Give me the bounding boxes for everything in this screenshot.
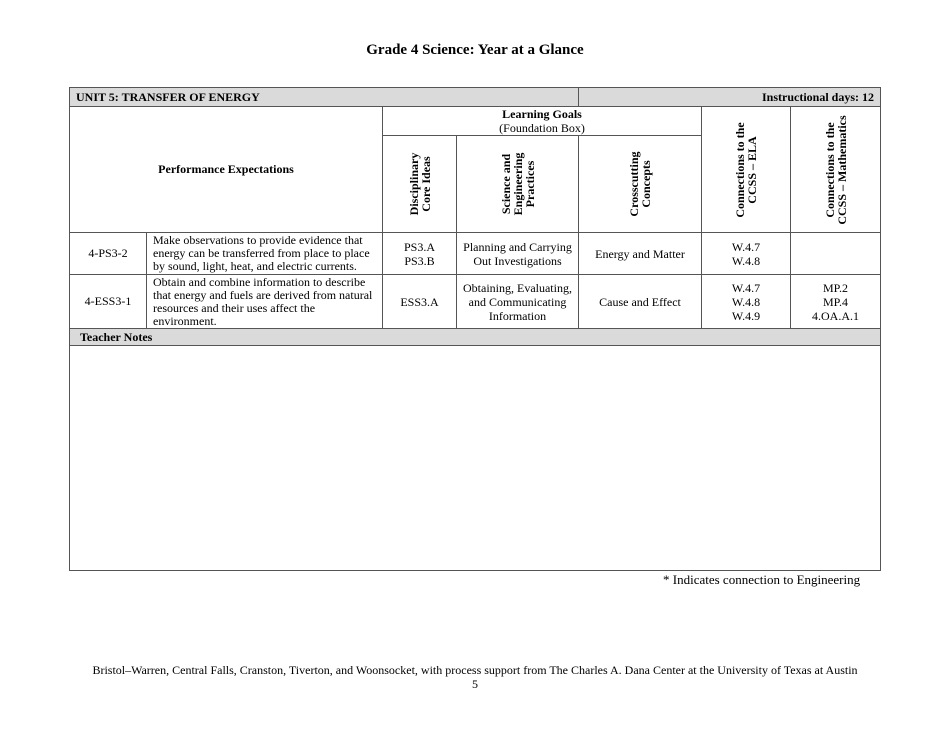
- page-number: 5: [472, 677, 478, 691]
- dci-code: PS3.A: [403, 239, 435, 254]
- foundation-box-label: (Foundation Box): [499, 121, 585, 135]
- pe-code: 4-PS3-2: [70, 233, 147, 275]
- unit-header-row: [70, 88, 881, 107]
- dci-cell: [383, 233, 457, 275]
- cc-cell: Energy and Matter: [579, 233, 702, 275]
- math-header: [791, 107, 881, 233]
- ela-header-line2: CCSS – ELA: [745, 135, 759, 204]
- instructional-days: Instructional days: 12: [579, 88, 881, 107]
- teacher-notes-header-row: [70, 329, 881, 346]
- teacher-notes-label: Teacher Notes: [70, 329, 881, 346]
- sep-header-line1: Science and: [498, 153, 513, 215]
- ela-header-line1: Connections to the: [733, 121, 747, 218]
- math-code: 4.OA.A.1: [812, 308, 859, 323]
- cc-header: [579, 136, 702, 233]
- sep-cell: Planning and Carrying Out Investigations: [457, 233, 579, 275]
- teacher-notes-area: [70, 346, 881, 571]
- learning-goals-header: [383, 107, 702, 136]
- ela-code: W.4.8: [731, 253, 761, 268]
- ela-code: W.4.7: [731, 239, 761, 254]
- dci-code: ESS3.A: [400, 294, 439, 309]
- unit-name: UNIT 5: TRANSFER OF ENERGY: [70, 88, 579, 107]
- dci-header: [383, 136, 457, 233]
- ela-cell: [702, 275, 791, 329]
- dci-header-line2: Core Ideas: [418, 156, 433, 212]
- dci-header-line1: Disciplinary: [406, 152, 421, 216]
- ela-code: W.4.8: [731, 294, 761, 309]
- math-header-line1: Connections to the: [822, 121, 837, 218]
- pe-description: Obtain and combine information to describe that energy and fuels are derived from natural resources and their uses affect the environment.: [147, 275, 383, 329]
- cc-header-line1: Crosscutting: [627, 151, 641, 217]
- year-at-a-glance-table: [69, 87, 881, 571]
- math-cell: [791, 275, 881, 329]
- page-title: Grade 4 Science: Year at a Glance: [366, 42, 584, 58]
- math-cell: [791, 233, 881, 275]
- ela-header: [702, 107, 791, 233]
- sep-header-line2: Engineering: [510, 152, 525, 216]
- performance-expectations-header: Performance Expectations: [70, 107, 383, 233]
- ela-code: W.4.9: [731, 308, 761, 323]
- cc-header-line2: Concepts: [639, 160, 653, 208]
- pe-code: 4-ESS3-1: [70, 275, 147, 329]
- sep-header: [457, 136, 579, 233]
- table-row: [70, 233, 881, 275]
- cc-cell: Cause and Effect: [579, 275, 702, 329]
- ela-cell: [702, 233, 791, 275]
- math-header-line2: CCSS – Mathematics: [834, 114, 849, 225]
- teacher-notes-area-row: [70, 346, 881, 571]
- dci-cell: [383, 275, 457, 329]
- ela-code: W.4.7: [731, 280, 761, 295]
- math-code: MP.4: [822, 294, 848, 309]
- sep-cell: Obtaining, Evaluating, and Communicating Information: [457, 275, 579, 329]
- pe-description: Make observations to provide evidence that energy can be transferred from place to place by sound, light, heat, and electric currents.: [147, 233, 383, 275]
- dci-code: PS3.B: [404, 253, 435, 268]
- table-row: [70, 275, 881, 329]
- engineering-note: * Indicates connection to Engineering: [663, 572, 861, 587]
- math-code: MP.2: [822, 280, 848, 295]
- footer-credits: Bristol–Warren, Central Falls, Cranston, Tiverton, and Woonsocket, with process support from The Charles A. Dana Center at the University of Texas at Austin: [92, 663, 858, 677]
- sep-header-line3: Practices: [522, 160, 537, 208]
- learning-goals-title: Learning Goals: [502, 107, 582, 121]
